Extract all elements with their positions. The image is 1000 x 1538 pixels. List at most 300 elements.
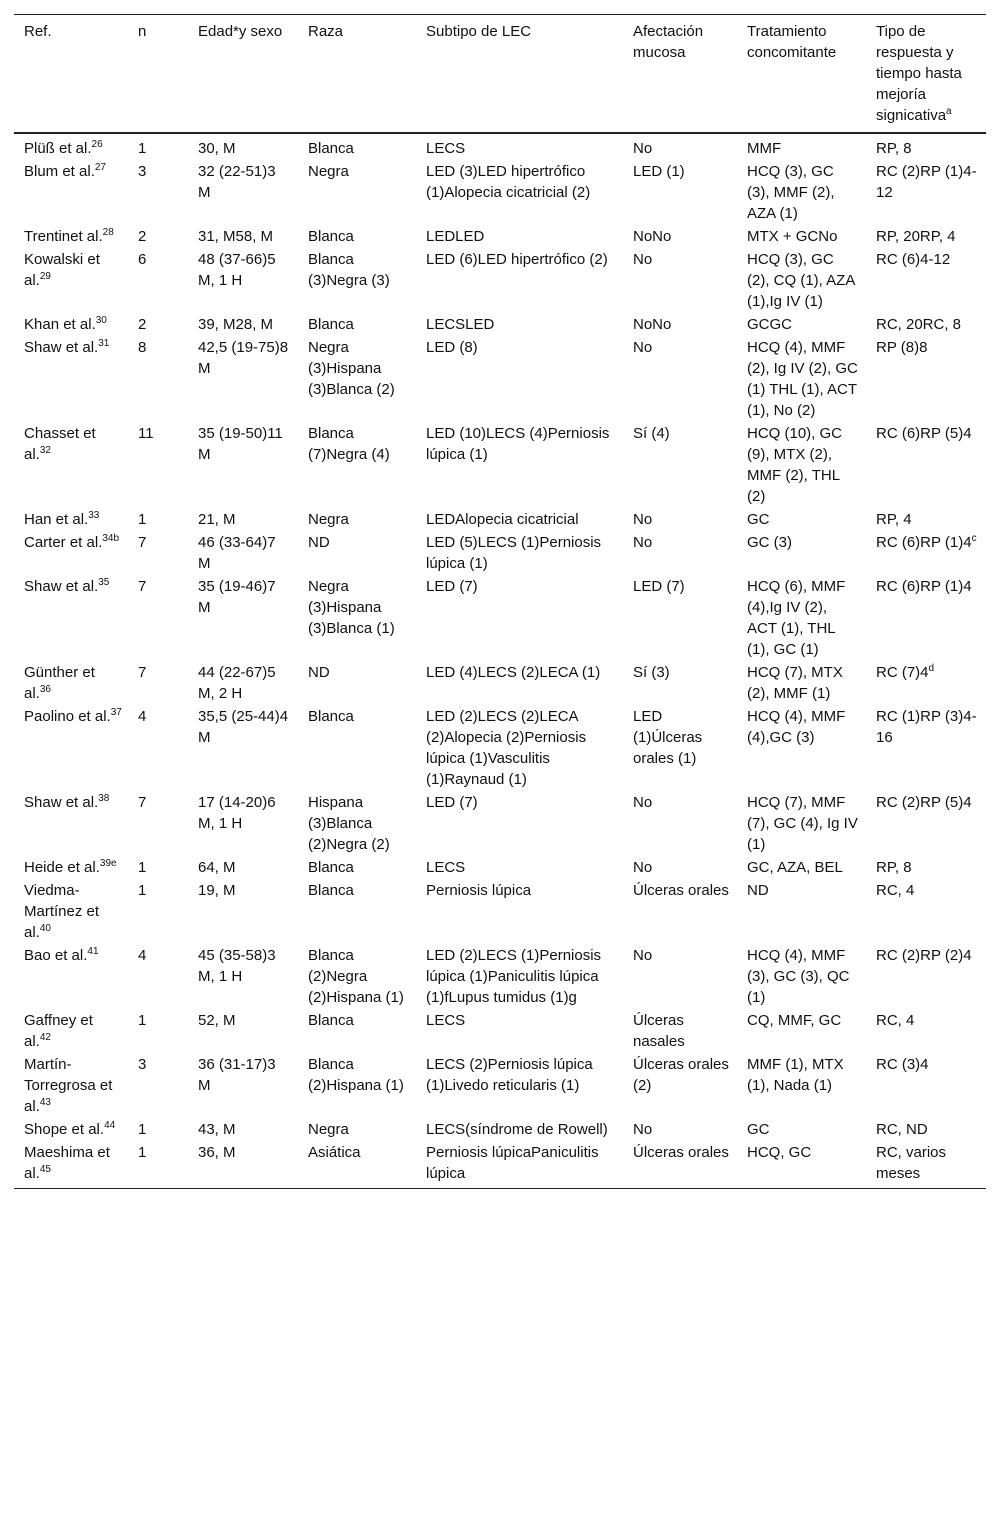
cell-subtipo	[416, 1009, 623, 1053]
cell-raza-text: Negra	[308, 511, 349, 528]
cell-ref	[14, 661, 128, 705]
cell-ref-text: Maeshima et al.	[24, 1144, 110, 1182]
cell-tratamiento-text: HCQ (6), MMF (4),Ig IV (2), ACT (1), THL (1), GC (1)	[747, 578, 846, 658]
cell-n-text: 3	[138, 163, 147, 180]
cell-ref-text: Kowalski et al.	[24, 251, 100, 289]
cell-edad-sexo	[188, 791, 298, 856]
cell-n-text: 7	[138, 794, 147, 811]
cell-subtipo	[416, 1141, 623, 1189]
cell-subtipo-text: Perniosis lúpicaPaniculitis lúpica	[426, 1144, 599, 1182]
cell-n-text: 1	[138, 1012, 147, 1029]
cell-tratamiento-text: ND	[747, 882, 769, 899]
cell-respuesta-text: RC (7)4	[876, 664, 929, 681]
cell-ref-text: Shaw et al.	[24, 794, 99, 811]
cell-subtipo	[416, 336, 623, 422]
cell-respuesta	[866, 1141, 986, 1189]
cell-ref-text: Chasset et al.	[24, 425, 96, 463]
cell-n-text: 1	[138, 140, 147, 157]
cell-ref-text: Khan et al.	[24, 316, 96, 333]
cell-n	[128, 133, 188, 160]
cell-tratamiento-text: HCQ (3), GC (2), CQ (1), AZA (1),Ig IV (1)	[747, 251, 855, 310]
header-subtipo: Subtipo de LEC	[416, 15, 623, 134]
header-respuesta-footnote: a	[946, 106, 952, 117]
cell-mucosa	[623, 1009, 737, 1053]
cell-mucosa	[623, 508, 737, 531]
cell-n	[128, 879, 188, 944]
cell-raza	[298, 1009, 416, 1053]
cell-edad-sexo	[188, 1053, 298, 1118]
cell-tratamiento-text: HCQ (10), GC (9), MTX (2), MMF (2), THL (2)	[747, 425, 843, 505]
cell-raza	[298, 1141, 416, 1189]
cell-raza-text: Blanca	[308, 1012, 354, 1029]
cell-ref-text: Carter et al.	[24, 534, 103, 551]
cell-tratamiento-text: MMF	[747, 140, 782, 157]
table-row	[14, 1118, 986, 1141]
cell-edad-sexo	[188, 336, 298, 422]
reference-number: 45	[39, 1164, 51, 1175]
cell-tratamiento-text: HCQ (4), MMF (4),GC (3)	[747, 708, 846, 746]
cell-subtipo	[416, 791, 623, 856]
cell-subtipo-text: LED (2)LECS (2)LECA (2)Alopecia (2)Perniosis lúpica (1)Vasculitis (1)Raynaud (1)	[426, 708, 587, 788]
cell-respuesta	[866, 508, 986, 531]
cell-tratamiento	[737, 1009, 866, 1053]
header-respuesta-text: Tipo de respuesta y tiempo hasta mejoría signicativa	[876, 23, 962, 124]
cell-respuesta-text: RC, varios meses	[876, 1144, 947, 1182]
cell-tratamiento	[737, 1053, 866, 1118]
cell-raza	[298, 575, 416, 661]
cell-edad-sexo-text: 64, M	[198, 859, 236, 876]
header-raza: Raza	[298, 15, 416, 134]
cell-ref	[14, 225, 128, 248]
cell-subtipo-text: LECSLED	[426, 316, 495, 333]
cell-raza	[298, 225, 416, 248]
cell-mucosa	[623, 944, 737, 1009]
cell-subtipo	[416, 160, 623, 225]
cell-edad-sexo-text: 39, M28, M	[198, 316, 274, 333]
cell-respuesta-text: RC (3)4	[876, 1056, 929, 1073]
cell-edad-sexo	[188, 575, 298, 661]
cell-respuesta-text: RC (2)RP (5)4	[876, 794, 972, 811]
table-row	[14, 1009, 986, 1053]
cell-edad-sexo-text: 35 (19-50)11 M	[198, 425, 283, 463]
cell-tratamiento	[737, 575, 866, 661]
cell-subtipo-text: LED (5)LECS (1)Perniosis lúpica (1)	[426, 534, 602, 572]
cell-ref	[14, 1009, 128, 1053]
cell-tratamiento-text: HCQ (3), GC (3), MMF (2), AZA (1)	[747, 163, 835, 222]
cell-subtipo	[416, 248, 623, 313]
reference-number: 44	[104, 1120, 116, 1131]
cell-edad-sexo-text: 21, M	[198, 511, 236, 528]
cell-edad-sexo	[188, 705, 298, 791]
cell-n	[128, 313, 188, 336]
cell-raza-text: Hispana (3)Blanca (2)Negra (2)	[308, 794, 390, 853]
cell-subtipo	[416, 225, 623, 248]
cell-respuesta-text: RP (8)8	[876, 339, 928, 356]
cell-edad-sexo-text: 31, M58, M	[198, 228, 274, 245]
cell-raza-text: Blanca	[308, 316, 354, 333]
cell-n	[128, 1118, 188, 1141]
cell-tratamiento	[737, 422, 866, 508]
header-ref: Ref.	[14, 15, 128, 134]
cell-ref	[14, 879, 128, 944]
cell-ref	[14, 313, 128, 336]
table-row	[14, 531, 986, 575]
cell-raza-text: Blanca	[308, 228, 354, 245]
cell-ref	[14, 1118, 128, 1141]
table-row	[14, 133, 986, 160]
table-body	[14, 133, 986, 1189]
cell-edad-sexo-text: 43, M	[198, 1121, 236, 1138]
cell-edad-sexo	[188, 248, 298, 313]
cell-raza	[298, 508, 416, 531]
cell-mucosa	[623, 248, 737, 313]
cell-raza-text: Negra	[308, 1121, 349, 1138]
cell-respuesta-text: RC (6)RP (5)4	[876, 425, 972, 442]
cell-mucosa-text: Sí (3)	[633, 664, 670, 681]
cell-tratamiento	[737, 791, 866, 856]
table-row	[14, 944, 986, 1009]
cell-tratamiento-text: HCQ (4), MMF (2), Ig IV (2), GC (1) THL (1), ACT (1), No (2)	[747, 339, 858, 419]
cell-n	[128, 160, 188, 225]
cell-edad-sexo	[188, 944, 298, 1009]
header-afectacion-mucosa: Afectación mucosa	[623, 15, 737, 134]
table-row	[14, 879, 986, 944]
cell-mucosa	[623, 1118, 737, 1141]
cell-subtipo	[416, 133, 623, 160]
cell-ref-text: Bao et al.	[24, 947, 88, 964]
cell-ref-text: Paolino et al.	[24, 708, 111, 725]
cell-respuesta	[866, 160, 986, 225]
cell-respuesta	[866, 336, 986, 422]
cell-raza	[298, 248, 416, 313]
cell-subtipo	[416, 508, 623, 531]
cell-respuesta-text: RC, 4	[876, 1012, 915, 1029]
cell-ref-text: Shaw et al.	[24, 578, 99, 595]
cell-raza-text: Negra (3)Hispana (3)Blanca (2)	[308, 339, 395, 398]
cell-n-text: 1	[138, 1144, 147, 1161]
table-row	[14, 856, 986, 879]
cell-edad-sexo	[188, 422, 298, 508]
cell-edad-sexo-text: 35 (19-46)7 M	[198, 578, 276, 616]
cell-n-text: 7	[138, 578, 147, 595]
cell-n-text: 3	[138, 1056, 147, 1073]
cell-ref-text: Gaffney et al.	[24, 1012, 93, 1050]
reference-number: 32	[39, 445, 51, 456]
reference-number: 35	[98, 577, 110, 588]
cell-respuesta-text: RC, 20RC, 8	[876, 316, 962, 333]
cell-tratamiento-text: GC	[747, 1121, 770, 1138]
table-row	[14, 336, 986, 422]
cell-tratamiento	[737, 133, 866, 160]
cell-mucosa-text: No	[633, 511, 653, 528]
cell-mucosa-text: Úlceras nasales	[633, 1012, 685, 1050]
cell-mucosa-text: No	[633, 140, 653, 157]
cell-ref	[14, 422, 128, 508]
cell-raza-text: Blanca	[308, 140, 354, 157]
cell-mucosa	[623, 661, 737, 705]
cell-tratamiento-text: CQ, MMF, GC	[747, 1012, 842, 1029]
cell-ref-text: Shope et al.	[24, 1121, 105, 1138]
studies-table	[14, 14, 986, 1189]
cell-raza	[298, 422, 416, 508]
reference-number: 29	[39, 271, 51, 282]
cell-subtipo	[416, 879, 623, 944]
cell-subtipo	[416, 856, 623, 879]
cell-mucosa	[623, 705, 737, 791]
cell-raza	[298, 133, 416, 160]
cell-subtipo	[416, 531, 623, 575]
table-row	[14, 508, 986, 531]
cell-edad-sexo	[188, 1118, 298, 1141]
cell-subtipo	[416, 422, 623, 508]
cell-ref-text: Shaw et al.	[24, 339, 99, 356]
header-row	[14, 15, 986, 134]
cell-ref-text: Viedma-Martínez et al.	[24, 882, 100, 941]
cell-mucosa-text: No	[633, 339, 653, 356]
cell-respuesta-text: RP, 8	[876, 859, 912, 876]
cell-ref	[14, 508, 128, 531]
cell-tratamiento	[737, 313, 866, 336]
cell-n	[128, 336, 188, 422]
table-row	[14, 791, 986, 856]
cell-respuesta	[866, 705, 986, 791]
cell-tratamiento-text: HCQ, GC	[747, 1144, 812, 1161]
cell-ref	[14, 705, 128, 791]
cell-edad-sexo-text: 19, M	[198, 882, 236, 899]
cell-mucosa	[623, 336, 737, 422]
cell-ref-text: Blum et al.	[24, 163, 95, 180]
cell-subtipo-text: LECS	[426, 1012, 466, 1029]
cell-n	[128, 1141, 188, 1189]
cell-n	[128, 856, 188, 879]
cell-raza-text: Blanca	[308, 859, 354, 876]
cell-raza	[298, 879, 416, 944]
cell-n-text: 1	[138, 1121, 147, 1138]
cell-n-text: 7	[138, 534, 147, 551]
header-n: n	[128, 15, 188, 134]
cell-respuesta	[866, 791, 986, 856]
cell-respuesta	[866, 1118, 986, 1141]
cell-n	[128, 1009, 188, 1053]
cell-raza-text: Blanca	[308, 708, 354, 725]
cell-n-text: 6	[138, 251, 147, 268]
cell-n	[128, 791, 188, 856]
cell-ref	[14, 531, 128, 575]
cell-tratamiento	[737, 944, 866, 1009]
cell-raza	[298, 531, 416, 575]
cell-ref	[14, 856, 128, 879]
cell-raza-text: Negra (3)Hispana (3)Blanca (1)	[308, 578, 395, 637]
cell-mucosa-text: No	[633, 947, 653, 964]
cell-edad-sexo-text: 30, M	[198, 140, 236, 157]
cell-mucosa-text: LED (1)Úlceras orales (1)	[633, 708, 703, 767]
cell-edad-sexo	[188, 1009, 298, 1053]
cell-subtipo-text: LECS(síndrome de Rowell)	[426, 1121, 608, 1138]
cell-edad-sexo-text: 48 (37-66)5 M, 1 H	[198, 251, 276, 289]
table-row	[14, 225, 986, 248]
cell-respuesta	[866, 661, 986, 705]
cell-n	[128, 531, 188, 575]
cell-mucosa	[623, 575, 737, 661]
cell-subtipo-text: LED (7)	[426, 794, 478, 811]
cell-tratamiento	[737, 856, 866, 879]
cell-subtipo	[416, 705, 623, 791]
cell-subtipo-text: LED (2)LECS (1)Perniosis lúpica (1)Paniculitis lúpica (1)fLupus tumidus (1)g	[426, 947, 602, 1006]
cell-tratamiento	[737, 1118, 866, 1141]
cell-respuesta-text: RC (6)RP (1)4	[876, 534, 972, 551]
cell-n-text: 8	[138, 339, 147, 356]
cell-tratamiento	[737, 336, 866, 422]
cell-tratamiento-text: MTX + GCNo	[747, 228, 838, 245]
cell-subtipo-text: LED (7)	[426, 578, 478, 595]
reference-number: 28	[102, 227, 114, 238]
cell-n	[128, 1053, 188, 1118]
cell-edad-sexo-text: 52, M	[198, 1012, 236, 1029]
reference-number: 41	[87, 946, 99, 957]
cell-mucosa-text: NoNo	[633, 228, 672, 245]
cell-edad-sexo-text: 32 (22-51)3 M	[198, 163, 276, 201]
cell-edad-sexo	[188, 856, 298, 879]
header-respuesta	[866, 15, 986, 134]
cell-mucosa-text: No	[633, 859, 653, 876]
cell-respuesta-text: RC (6)RP (1)4	[876, 578, 972, 595]
cell-edad-sexo-text: 36 (31-17)3 M	[198, 1056, 276, 1094]
cell-n	[128, 422, 188, 508]
reference-number: 40	[39, 923, 51, 934]
cell-ref	[14, 791, 128, 856]
cell-subtipo-text: Perniosis lúpica	[426, 882, 532, 899]
cell-n	[128, 225, 188, 248]
cell-subtipo	[416, 944, 623, 1009]
cell-mucosa	[623, 1141, 737, 1189]
cell-respuesta-text: RP, 20RP, 4	[876, 228, 956, 245]
cell-tratamiento-text: HCQ (7), MTX (2), MMF (1)	[747, 664, 843, 702]
cell-n-text: 1	[138, 882, 147, 899]
cell-subtipo	[416, 1053, 623, 1118]
cell-n-text: 1	[138, 859, 147, 876]
header-edad-sexo: Edad*y sexo	[188, 15, 298, 134]
cell-respuesta-text: RC, 4	[876, 882, 915, 899]
cell-tratamiento-text: HCQ (4), MMF (3), GC (3), QC (1)	[747, 947, 850, 1006]
cell-mucosa-text: Úlceras orales (2)	[633, 1056, 729, 1094]
cell-mucosa-text: Úlceras orales	[633, 1144, 729, 1161]
cell-subtipo-text: LECS (2)Perniosis lúpica (1)Livedo reticularis (1)	[426, 1056, 593, 1094]
cell-n	[128, 944, 188, 1009]
cell-mucosa-text: LED (1)	[633, 163, 685, 180]
cell-subtipo-text: LED (3)LED hipertrófico (1)Alopecia cicatricial (2)	[426, 163, 591, 201]
cell-n-text: 7	[138, 664, 147, 681]
cell-ref-text: Martín-Torregrosa et al.	[24, 1056, 113, 1115]
cell-n	[128, 661, 188, 705]
cell-mucosa-text: LED (7)	[633, 578, 685, 595]
cell-respuesta-text: RC, ND	[876, 1121, 928, 1138]
cell-respuesta	[866, 225, 986, 248]
cell-mucosa-text: No	[633, 251, 653, 268]
cell-subtipo-text: LEDLED	[426, 228, 485, 245]
cell-ref	[14, 1141, 128, 1189]
cell-ref	[14, 133, 128, 160]
cell-edad-sexo-text: 46 (33-64)7 M	[198, 534, 276, 572]
table-row	[14, 422, 986, 508]
cell-raza-text: ND	[308, 664, 330, 681]
cell-tratamiento	[737, 661, 866, 705]
cell-mucosa-text: Sí (4)	[633, 425, 670, 442]
cell-raza	[298, 791, 416, 856]
cell-raza-text: Blanca (7)Negra (4)	[308, 425, 390, 463]
cell-edad-sexo	[188, 879, 298, 944]
cell-n-text: 4	[138, 947, 147, 964]
cell-subtipo-text: LED (8)	[426, 339, 478, 356]
cell-raza-text: Blanca (2)Hispana (1)	[308, 1056, 404, 1094]
cell-mucosa-text: No	[633, 794, 653, 811]
cell-respuesta-text: RC (2)RP (2)4	[876, 947, 972, 964]
cell-respuesta	[866, 531, 986, 575]
cell-mucosa	[623, 225, 737, 248]
cell-respuesta	[866, 879, 986, 944]
cell-mucosa	[623, 879, 737, 944]
cell-mucosa	[623, 313, 737, 336]
cell-edad-sexo	[188, 133, 298, 160]
reference-number: 43	[39, 1097, 51, 1108]
cell-edad-sexo	[188, 1141, 298, 1189]
cell-respuesta-text: RP, 4	[876, 511, 912, 528]
cell-mucosa-text: NoNo	[633, 316, 672, 333]
cell-raza	[298, 1053, 416, 1118]
cell-respuesta-text: RP, 8	[876, 140, 912, 157]
cell-raza	[298, 705, 416, 791]
reference-number: 37	[110, 707, 122, 718]
cell-edad-sexo-text: 36, M	[198, 1144, 236, 1161]
table-row	[14, 160, 986, 225]
reference-number: 30	[95, 315, 107, 326]
reference-number: 26	[91, 139, 103, 150]
reference-number: 31	[98, 338, 110, 349]
cell-n	[128, 508, 188, 531]
cell-n	[128, 575, 188, 661]
cell-edad-sexo	[188, 508, 298, 531]
cell-edad-sexo-text: 17 (14-20)6 M, 1 H	[198, 794, 276, 832]
cell-raza-text: Blanca (3)Negra (3)	[308, 251, 390, 289]
cell-raza	[298, 661, 416, 705]
cell-respuesta	[866, 1053, 986, 1118]
table-row	[14, 248, 986, 313]
cell-mucosa	[623, 856, 737, 879]
cell-edad-sexo	[188, 225, 298, 248]
cell-respuesta	[866, 248, 986, 313]
cell-n-text: 2	[138, 228, 147, 245]
cell-respuesta	[866, 313, 986, 336]
cell-respuesta-text: RC (6)4-12	[876, 251, 951, 268]
cell-respuesta	[866, 856, 986, 879]
cell-tratamiento-text: GC, AZA, BEL	[747, 859, 843, 876]
cell-respuesta	[866, 133, 986, 160]
cell-respuesta	[866, 944, 986, 1009]
cell-raza-text: Blanca (2)Negra (2)Hispana (1)	[308, 947, 404, 1006]
cell-raza	[298, 336, 416, 422]
cell-mucosa-text: No	[633, 534, 653, 551]
cell-subtipo-text: LEDAlopecia cicatricial	[426, 511, 579, 528]
cell-ref	[14, 575, 128, 661]
cell-raza	[298, 944, 416, 1009]
cell-tratamiento	[737, 225, 866, 248]
cell-subtipo-text: LECS	[426, 140, 466, 157]
cell-n-text: 1	[138, 511, 147, 528]
table-row	[14, 705, 986, 791]
reference-number: 34b	[102, 533, 120, 544]
cell-tratamiento-text: MMF (1), MTX (1), Nada (1)	[747, 1056, 844, 1094]
cell-n	[128, 705, 188, 791]
footnote-marker: d	[928, 663, 935, 674]
